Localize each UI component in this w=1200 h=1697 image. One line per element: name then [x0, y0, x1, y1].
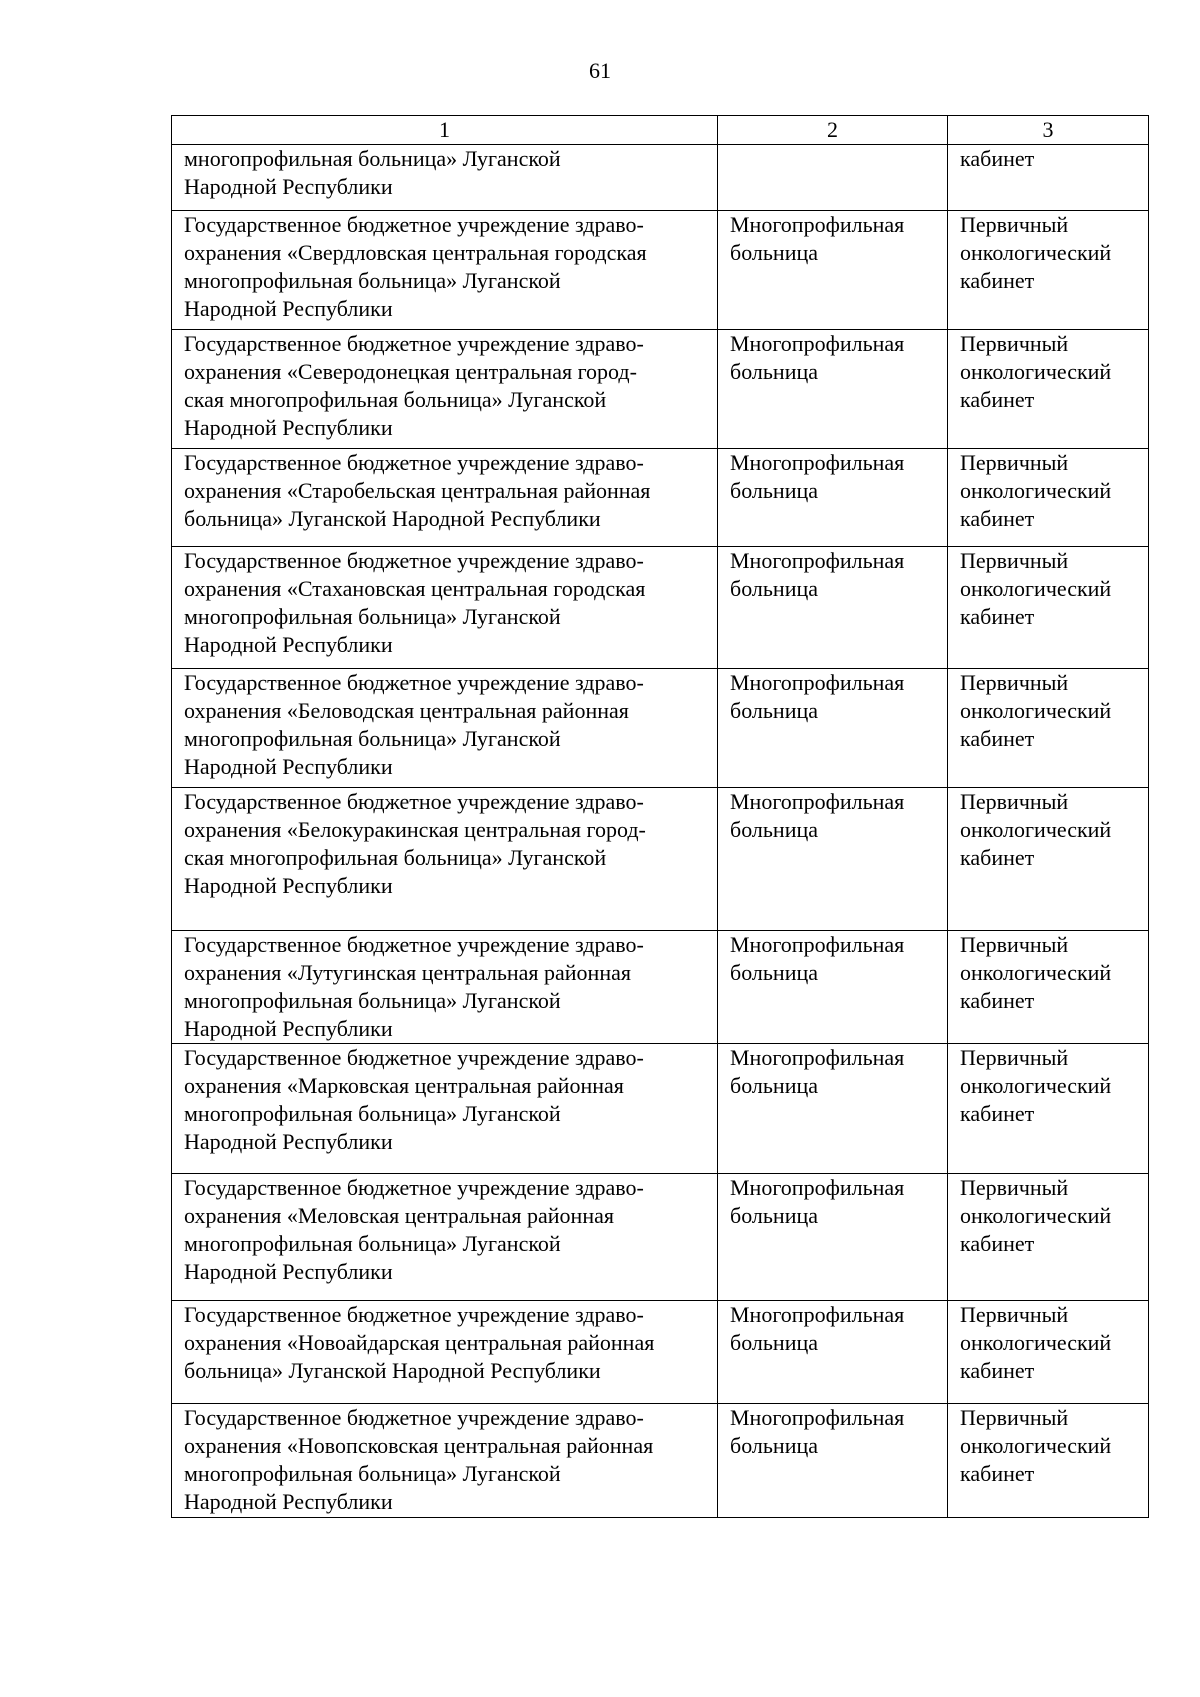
institution-name: Государственное бюджетное учреждение здраво- охранения «Марковская центральная районная многопрофильная больница» Луганской Народной Республики	[184, 1045, 644, 1154]
institution-type: Многопрофильная больница	[730, 212, 905, 265]
table-row	[172, 330, 1149, 449]
table-row	[172, 145, 1149, 211]
table-row	[172, 669, 1149, 788]
institution-name: Государственное бюджетное учреждение здраво- охранения «Старобельская центральная районная больница» Луганской Народной Республики	[184, 450, 651, 531]
institution-type: Многопрофильная больница	[730, 932, 905, 985]
unit-cell	[948, 1404, 1149, 1518]
institution-name: многопрофильная больница» Луганской Народной Республики	[184, 146, 561, 199]
institution-cell	[172, 211, 718, 330]
column-header-3: 3	[948, 116, 1149, 145]
type-cell	[718, 788, 948, 931]
institution-type: Многопрофильная больница	[730, 331, 905, 384]
unit-cell	[948, 1044, 1149, 1174]
unit-cell	[948, 145, 1149, 211]
table-row	[172, 547, 1149, 669]
type-cell	[718, 1404, 948, 1518]
institution-name: Государственное бюджетное учреждение здраво- охранения «Новопсковская центральная районная многопрофильная больница» Луганской Народной Республики	[184, 1405, 654, 1514]
institution-cell	[172, 547, 718, 669]
table-row	[172, 931, 1149, 1044]
institution-cell	[172, 1301, 718, 1404]
unit-name: Первичный онкологический кабинет	[960, 1045, 1112, 1126]
unit-name: Первичный онкологический кабинет	[960, 548, 1112, 629]
type-cell	[718, 449, 948, 547]
institution-type: Многопрофильная больница	[730, 670, 905, 723]
unit-name: Первичный онкологический кабинет	[960, 670, 1112, 751]
institution-name: Государственное бюджетное учреждение здраво- охранения «Стахановская центральная городская многопрофильная больница» Луганской Народной Республики	[184, 548, 646, 657]
institution-type: Многопрофильная больница	[730, 1045, 905, 1098]
type-cell	[718, 669, 948, 788]
table-header-row	[172, 116, 1149, 145]
table-row	[172, 1174, 1149, 1301]
unit-cell	[948, 1174, 1149, 1301]
unit-cell	[948, 330, 1149, 449]
type-cell	[718, 330, 948, 449]
type-cell	[718, 1044, 948, 1174]
type-cell	[718, 1301, 948, 1404]
unit-name: Первичный онкологический кабинет	[960, 1302, 1112, 1383]
institution-cell	[172, 449, 718, 547]
unit-name: Первичный онкологический кабинет	[960, 331, 1112, 412]
unit-name: Первичный онкологический кабинет	[960, 450, 1112, 531]
institution-name: Государственное бюджетное учреждение здраво- охранения «Северодонецкая центральная город- ская многопрофильная больница» Луганской Народной Республики	[184, 331, 644, 440]
institution-name: Государственное бюджетное учреждение здраво- охранения «Беловодская центральная районная многопрофильная больница» Луганской Народной Республики	[184, 670, 644, 779]
institution-type: Многопрофильная больница	[730, 548, 905, 601]
table-row	[172, 788, 1149, 931]
type-cell	[718, 211, 948, 330]
unit-cell	[948, 931, 1149, 1044]
unit-cell	[948, 1301, 1149, 1404]
unit-name: Первичный онкологический кабинет	[960, 1175, 1112, 1256]
institution-name: Государственное бюджетное учреждение здраво- охранения «Лутугинская центральная районная многопрофильная больница» Луганской Народной Республики	[184, 932, 644, 1041]
table-row	[172, 1044, 1149, 1174]
institution-cell	[172, 669, 718, 788]
table-row	[172, 449, 1149, 547]
institution-name: Государственное бюджетное учреждение здраво- охранения «Меловская центральная районная многопрофильная больница» Луганской Народной Республики	[184, 1175, 644, 1284]
unit-name: кабинет	[960, 146, 1035, 171]
institution-cell	[172, 1174, 718, 1301]
institution-cell	[172, 931, 718, 1044]
institution-name: Государственное бюджетное учреждение здраво- охранения «Белокуракинская центральная город- ская многопрофильная больница» Луганской Народной Республики	[184, 789, 646, 898]
type-cell	[718, 547, 948, 669]
column-header-2: 2	[718, 116, 948, 145]
institution-type: Многопрофильная больница	[730, 1302, 905, 1355]
page-number: 61	[589, 58, 611, 83]
type-cell	[718, 1174, 948, 1301]
unit-name: Первичный онкологический кабинет	[960, 212, 1112, 293]
unit-name: Первичный онкологический кабинет	[960, 789, 1112, 870]
institution-type: Многопрофильная больница	[730, 1175, 905, 1228]
institution-cell	[172, 1404, 718, 1518]
table-row	[172, 1404, 1149, 1518]
institution-cell	[172, 330, 718, 449]
type-cell	[718, 145, 948, 211]
unit-cell	[948, 449, 1149, 547]
institution-name: Государственное бюджетное учреждение здраво- охранения «Свердловская центральная городская многопрофильная больница» Луганской Народной Республики	[184, 212, 647, 321]
institution-type: Многопрофильная больница	[730, 1405, 905, 1458]
institution-cell	[172, 145, 718, 211]
unit-name: Первичный онкологический кабинет	[960, 1405, 1112, 1486]
institution-cell	[172, 1044, 718, 1174]
institution-cell	[172, 788, 718, 931]
unit-name: Первичный онкологический кабинет	[960, 932, 1112, 1013]
institutions-table	[171, 115, 1149, 1518]
type-cell	[718, 931, 948, 1044]
unit-cell	[948, 211, 1149, 330]
institution-name: Государственное бюджетное учреждение здраво- охранения «Новоайдарская центральная районная больница» Луганской Народной Республики	[184, 1302, 655, 1383]
institution-type: Многопрофильная больница	[730, 789, 905, 842]
unit-cell	[948, 669, 1149, 788]
unit-cell	[948, 788, 1149, 931]
column-header-1: 1	[172, 116, 718, 145]
table-row	[172, 211, 1149, 330]
unit-cell	[948, 547, 1149, 669]
institution-type: Многопрофильная больница	[730, 450, 905, 503]
table-row	[172, 1301, 1149, 1404]
